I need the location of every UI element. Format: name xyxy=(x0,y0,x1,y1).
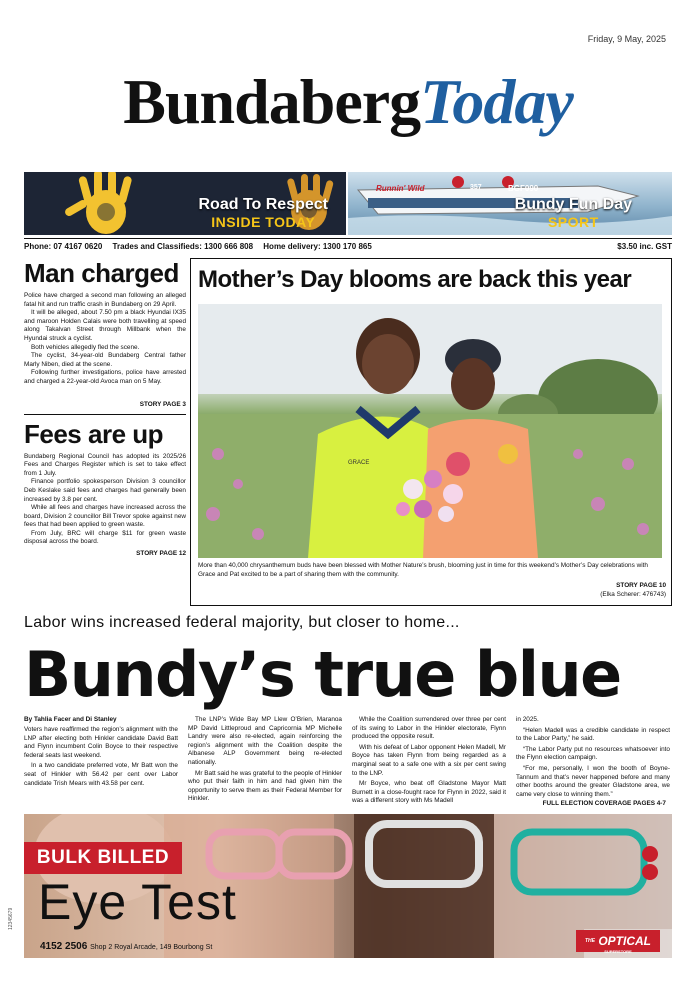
story1-paragraph: The cyclist, 34-year-old Bundaberg Central father Marly Niben, died at the scene. xyxy=(24,352,186,368)
lead-headline[interactable]: Bundy’s true blue xyxy=(24,638,621,711)
lead-paragraph: in 2025. xyxy=(516,716,539,723)
story1-body xyxy=(24,292,186,387)
lead-byline: By Tahlia Facer and Di Stanley xyxy=(24,716,117,723)
promo-right-subtitle: SPORT xyxy=(547,214,599,230)
left-column xyxy=(24,258,186,557)
story2-paragraph: Finance portfolio spokesperson Division 3 councillor Deb Keslake said fees and charges had generally been increased by 3.8 per cent. xyxy=(24,478,186,503)
ad-contact[interactable] xyxy=(40,941,212,952)
promo-bundy-fun-day[interactable] xyxy=(348,172,672,235)
story2-headline[interactable]: Fees are up xyxy=(24,418,164,449)
story2-paragraph: Bundaberg Regional Council has adopted its 2025/26 Fees and Charges Register which is set to take effect from 1 July. xyxy=(24,452,186,477)
feature-photo[interactable] xyxy=(198,304,662,558)
phone-number: Phone: 07 4167 0620 xyxy=(24,242,103,251)
photo-credit: (Elka Scherer: 476743) xyxy=(600,590,666,598)
feature-photo-illustration xyxy=(198,304,662,558)
ad-code: 12345679 xyxy=(8,907,14,930)
classifieds-number: Trades and Classifieds: 1300 666 808 xyxy=(112,242,254,251)
promo-right-title: Bundy Fun Day xyxy=(514,196,632,213)
ad-address: Shop 2 Royal Arcade, 149 Bourbong St xyxy=(90,944,213,951)
logo-text: OPTICAL xyxy=(598,934,651,948)
lead-paragraph: “The Labor Party put no resources whatsoever into the Flynn election campaign. xyxy=(516,745,670,762)
bulk-billed-badge: BULK BILLED xyxy=(24,842,182,874)
eye-test-title: Eye Test xyxy=(38,874,237,930)
coverage-link[interactable]: FULL ELECTION COVERAGE PAGES 4-7 xyxy=(542,800,666,807)
contact-bar xyxy=(24,238,672,251)
logo-subtext: SUPERSTORE xyxy=(604,949,632,954)
story2-page-link[interactable]: STORY PAGE 12 xyxy=(136,550,186,558)
logo-prefix: THE xyxy=(584,938,595,944)
feature-headline[interactable]: Mother’s Day blooms are back this year xyxy=(198,266,632,293)
lead-column-1 xyxy=(24,726,178,790)
story2-paragraph: While all fees and charges have increased across the board, Division 2 councillor Bill Trevor spoke against new fees that had been applied to green waste. xyxy=(24,504,186,529)
lead-paragraph: “For me, personally, I won the booth of Boyne-Tannum and that’s never happened before and many other booths around the greater Gladstone area, we came very close to winning them.” xyxy=(516,764,670,798)
lead-paragraph: While the Coalition surrendered over three per cent of its swing to Labor in the Hinkler electorate, Flynn produced the opposite result. xyxy=(352,716,506,741)
lead-paragraph: With his defeat of Labor opponent Helen Madell, Mr Boyce has taken Flynn from being regarded as a marginal seat to a safe one with a six per cent swing to the LNP. xyxy=(352,743,506,777)
story1-paragraph: Both vehicles allegedly fled the scene. xyxy=(31,343,140,351)
masthead-part1: Bundaberg xyxy=(123,66,421,137)
lead-paragraph: Mr Batt said he was grateful to the people of Hinkler who put their faith in him and had given him the opportunity to serve them as their Federal Member for Hinkler. xyxy=(188,769,342,803)
masthead[interactable] xyxy=(0,62,696,142)
delivery-number: Home delivery: 1300 170 865 xyxy=(263,242,372,251)
story1-headline[interactable]: Man charged xyxy=(24,258,179,288)
story1-paragraph: Following further investigations, police have arrested and charged a 22-year-old Avoca man on 5 May. xyxy=(24,369,186,385)
lead-column-3 xyxy=(352,716,506,808)
price: $3.50 inc. GST xyxy=(617,242,672,251)
boat-registration: BGF090 xyxy=(508,184,539,193)
story1-paragraph: It will be alleged, about 7.50 pm a black Hyundai IX35 and maroon Holden Calais were both travelling at speed along Takalvan Street through Millbank when the Hyundai struck a cyclist. xyxy=(24,309,186,342)
lead-kicker: Labor wins increased federal majority, but closer to home... xyxy=(24,614,460,631)
lead-column-4 xyxy=(516,716,670,801)
masthead-part2: Today xyxy=(420,66,573,137)
boat-name: Runnin' Wild xyxy=(376,184,425,193)
divider xyxy=(24,414,186,415)
optical-superstore-logo[interactable] xyxy=(576,930,660,952)
feature-page-info xyxy=(600,582,666,599)
promo-left-title: Road To Respect xyxy=(198,196,328,213)
story2-paragraph: From July, BRC will charge $11 for green waste disposal across the board. xyxy=(24,529,186,546)
lead-paragraph: In a two candidate preferred vote, Mr Batt won the seat of Hinkler with 56.42 per cent over Labor candidate Trish Mears with 43.58 per cent. xyxy=(24,762,178,787)
lead-paragraph: “Helen Madell was a credible candidate in respect to the Labor Party,” he said. xyxy=(516,726,670,743)
lead-paragraph: Voters have reaffirmed the region’s alignment with the LNP after electing both Hinkler candidate David Batt and Flynn incumbent Colin Boyce to their respective federal seats last weekend. xyxy=(24,726,178,759)
lead-paragraph: The LNP’s Wide Bay MP Llew O’Brien, Maranoa MP David Littleproud and Capricornia MP Michelle Landry were also re-elected, again reinforcing the region’s alignment with the Coalition despite the Albanese ALP Government being re-elected nationally. xyxy=(188,716,342,766)
feature-page-link[interactable]: STORY PAGE 10 xyxy=(616,582,666,589)
promo-left-subtitle: INSIDE TODAY xyxy=(211,214,316,230)
boat-number: 357 xyxy=(470,184,482,191)
promo-road-to-respect[interactable] xyxy=(24,172,346,235)
shirt-name: GRACE xyxy=(348,460,370,466)
lead-column-2 xyxy=(188,716,342,806)
ad-phone[interactable]: 4152 2506 xyxy=(40,941,88,952)
story1-page-link[interactable]: STORY PAGE 3 xyxy=(139,400,186,408)
feature-caption: More than 40,000 chrysanthemum buds have been blessed with Mother Nature’s brush, blooming just in time for this weekend’s Mother’s Day celebrations with Grace and Pat excited to be a part of sharing them with the community. xyxy=(198,562,648,578)
issue-date: Friday, 9 May, 2025 xyxy=(587,34,666,44)
lead-paragraph: Mr Boyce, who beat off Gladstone Mayor Matt Burnett in a close-fought race for Flynn in 2022, said it was a different story with Ms Madell xyxy=(352,780,506,805)
story2-body xyxy=(24,453,186,548)
story1-paragraph: Police have charged a second man following an alleged fatal hit and run traffic crash in Bundaberg on 29 April. xyxy=(24,292,186,308)
